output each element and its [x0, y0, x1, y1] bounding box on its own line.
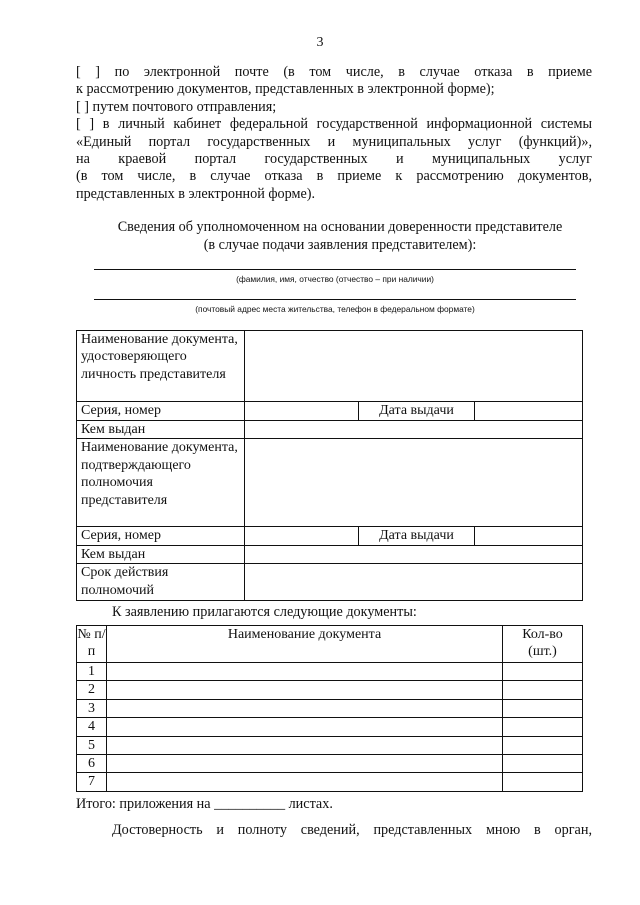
doc-name-cell[interactable] [107, 773, 503, 791]
row-number: 5 [77, 736, 107, 754]
option-cabinet-line-4: (в том числе, в случае отказа в приеме к рассмотрению документов, [76, 168, 592, 185]
option-cabinet-line-3: на краевой портал государственных и муниципальных услуг [76, 150, 592, 167]
delivery-options [76, 64, 592, 203]
row-number: 6 [77, 755, 107, 773]
row-number: 3 [77, 699, 107, 717]
representative-header-line-2: (в случае подачи заявления представителем): [203, 237, 477, 253]
address-signature-line [94, 299, 576, 300]
id-doc-name-label: Наименование документа, удостоверяющего личность представителя [77, 331, 245, 402]
series-number-field[interactable] [245, 402, 359, 421]
doc-name-cell[interactable] [107, 681, 503, 699]
row-number: 4 [77, 718, 107, 736]
representative-header-line-1: Сведения об уполномоченном на основании доверенности представителе [117, 219, 563, 235]
series-number-2-field[interactable] [245, 527, 359, 545]
option-cabinet-line-1: [ ] в личный кабинет федеральной государственной информационной системы [76, 116, 592, 133]
option-email-line-2: к рассмотрению документов, представленных в электронной форме); [76, 81, 495, 98]
attachments-intro: К заявлению прилагаются следующие документы: [112, 604, 417, 620]
series-number-label: Серия, номер [77, 402, 245, 421]
qty-cell[interactable] [503, 773, 583, 791]
qty-cell[interactable] [503, 663, 583, 681]
authority-doc-name-field[interactable] [245, 439, 583, 527]
attachments-table [76, 625, 583, 792]
issued-by-field[interactable] [245, 421, 583, 439]
option-email-line-1: [ ] по электронной почте (в том числе, в случае отказа в приеме [76, 64, 592, 80]
authority-doc-name-label: Наименование документа, подтверждающего полномочия представителя [77, 439, 245, 527]
issued-by-2-field[interactable] [245, 545, 583, 563]
id-doc-name-field[interactable] [245, 331, 583, 402]
row-number: 1 [77, 663, 107, 681]
doc-name-cell[interactable] [107, 718, 503, 736]
issue-date-field[interactable] [475, 402, 583, 421]
issued-by-label: Кем выдан [77, 421, 245, 439]
doc-name-cell[interactable] [107, 755, 503, 773]
total-pages-blank[interactable]: __________ [214, 796, 286, 812]
qty-cell[interactable] [503, 681, 583, 699]
doc-name-cell[interactable] [107, 663, 503, 681]
series-number-2-label: Серия, номер [77, 527, 245, 545]
total-line [76, 796, 592, 813]
representative-table [76, 330, 583, 601]
col-qty-header: Кол-во (шт.) [503, 626, 583, 663]
doc-name-cell[interactable] [107, 699, 503, 717]
doc-name-cell[interactable] [107, 736, 503, 754]
final-statement-line: Достоверность и полноту сведений, представленных мною в орган, [112, 822, 592, 838]
row-number: 7 [77, 773, 107, 791]
qty-cell[interactable] [503, 699, 583, 717]
total-suffix: листах. [288, 796, 333, 812]
issue-date-2-label: Дата выдачи [359, 527, 475, 545]
address-caption: (почтовый адрес места жительства, телефон в федеральном формате) [195, 304, 475, 314]
qty-cell[interactable] [503, 718, 583, 736]
option-post: [ ] путем почтового отправления; [76, 98, 277, 115]
qty-cell[interactable] [503, 755, 583, 773]
issue-date-2-field[interactable] [475, 527, 583, 545]
qty-cell[interactable] [503, 736, 583, 754]
fio-signature-line [94, 269, 576, 270]
option-cabinet-line-2: «Единый портал государственных и муниципальных услуг (функций)», [76, 133, 592, 150]
col-number-header: № п/п [77, 626, 107, 663]
option-cabinet-line-5: представленных в электронной форме). [76, 185, 316, 202]
validity-label: Срок действия полномочий [77, 564, 245, 601]
issue-date-label: Дата выдачи [359, 402, 475, 421]
total-prefix: Итого: приложения на [76, 796, 211, 812]
page-number: 3 [316, 35, 324, 50]
col-name-header: Наименование документа [107, 626, 503, 663]
row-number: 2 [77, 681, 107, 699]
issued-by-2-label: Кем выдан [77, 545, 245, 563]
validity-field[interactable] [245, 564, 583, 601]
fio-caption: (фамилия, имя, отчество (отчество – при наличии) [236, 274, 434, 284]
